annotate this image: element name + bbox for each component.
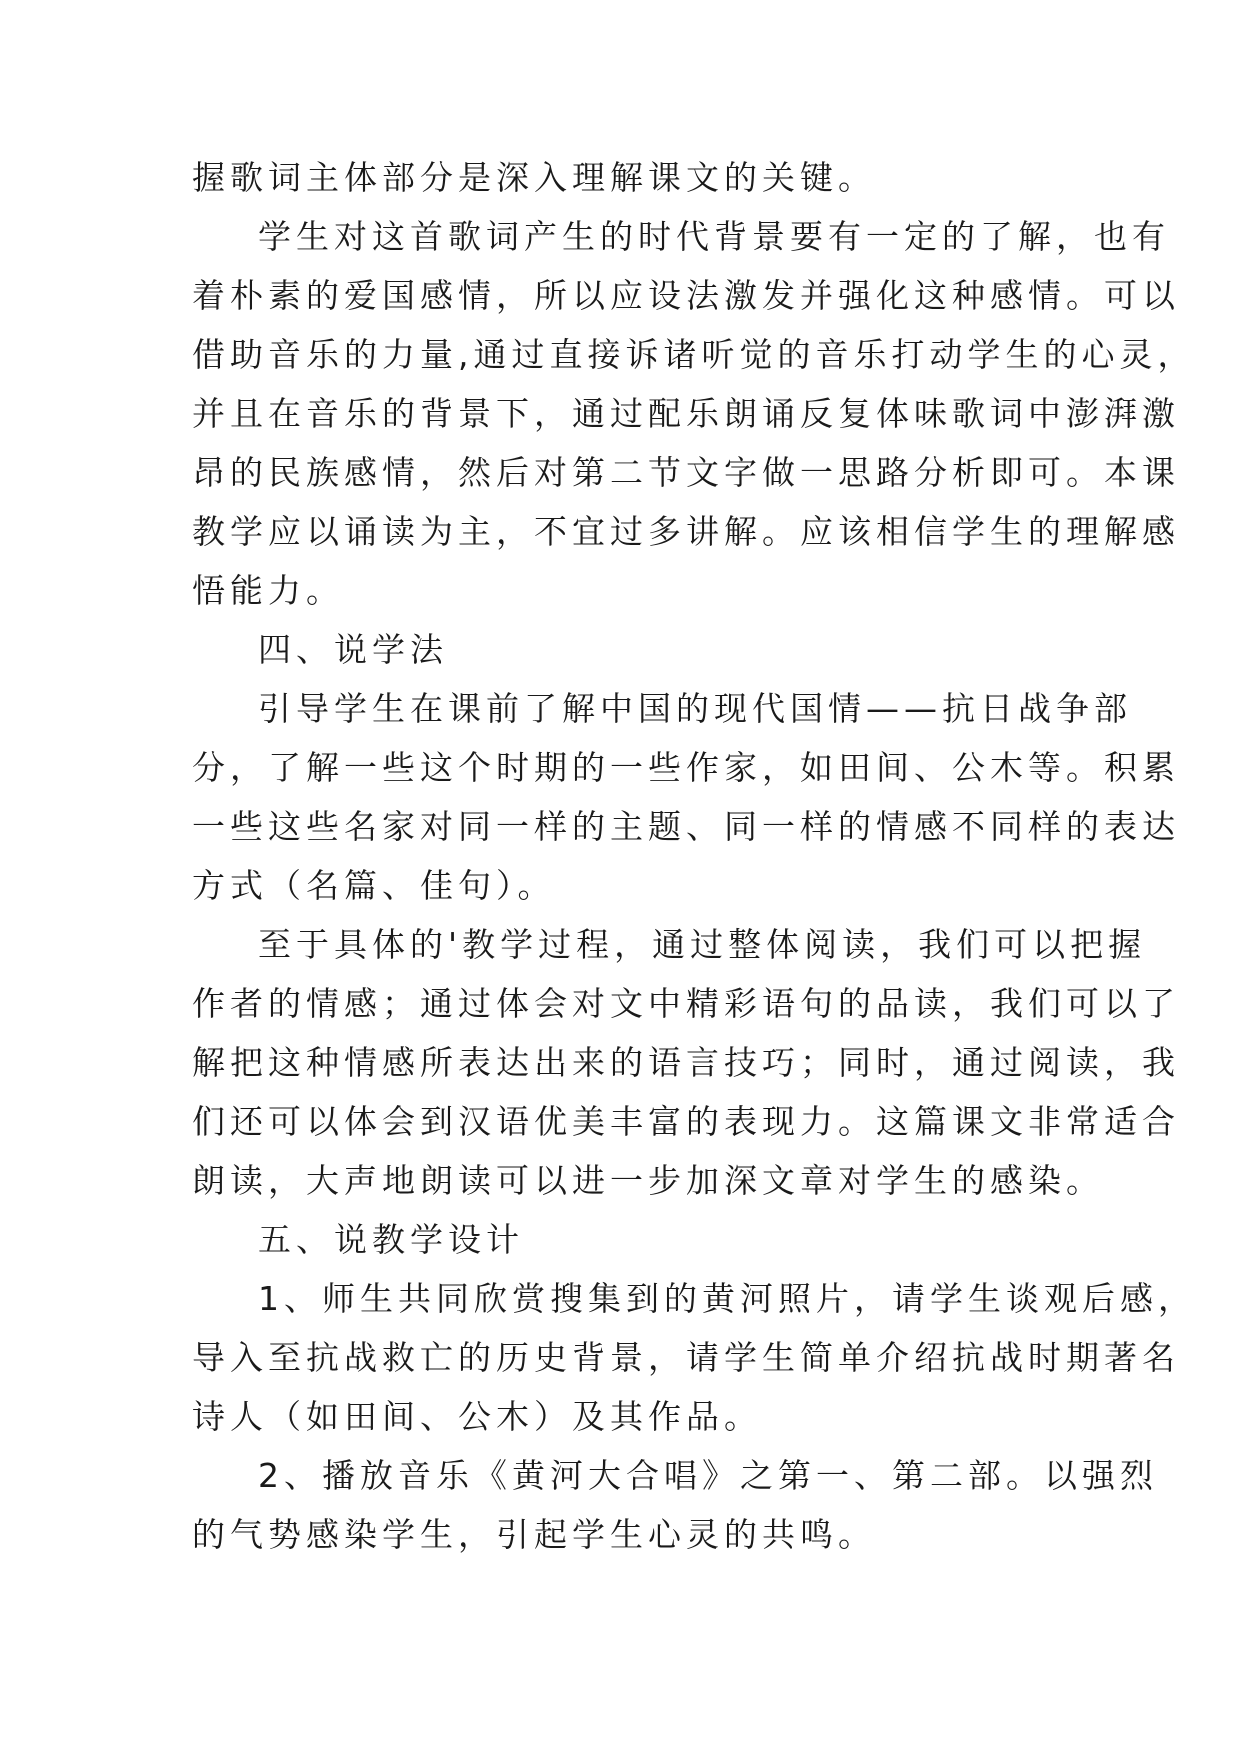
paragraph <box>192 679 1180 915</box>
text-line: 导入至抗战救亡的历史背景，请学生简单介绍抗战时期著名 <box>192 1338 1180 1377</box>
text-line: 解把这种情感所表达出来的语言技巧；同时，通过阅读，我 <box>192 1043 1180 1082</box>
paragraph <box>192 1446 1158 1564</box>
text-line: 1、师生共同欣赏搜集到的黄河照片，请学生谈观后感， <box>258 1279 1196 1318</box>
text-line: 学生对这首歌词产生的时代背景要有一定的了解，也有 <box>258 217 1170 256</box>
text-line: 诗人（如田间、公木）及其作品。 <box>192 1397 762 1436</box>
text-line: 朗读，大声地朗读可以进一步加深文章对学生的感染。 <box>192 1161 1104 1200</box>
text-line: 分，了解一些这个时期的一些作家，如田间、公木等。积累 <box>192 748 1180 787</box>
paragraph <box>192 148 1052 207</box>
document-body <box>192 148 1196 1564</box>
text-line: 着朴素的爱国感情，所以应设法激发并强化这种感情。可以 <box>192 276 1180 315</box>
text-line: 至于具体的'教学过程，通过整体阅读，我们可以把握 <box>258 925 1147 964</box>
text-line: 方式（名篇、佳句）。 <box>192 866 556 905</box>
text-line: 并且在音乐的背景下，通过配乐朗诵反复体味歌词中澎湃激 <box>192 394 1180 433</box>
paragraph <box>192 207 1196 620</box>
text-line: 引导学生在课前了解中国的现代国情——抗日战争部 <box>258 689 1132 728</box>
paragraph <box>192 1269 1196 1446</box>
text-line: 借助音乐的力量,通过直接诉诸听觉的音乐打动学生的心灵， <box>192 335 1196 374</box>
paragraph <box>192 915 1180 1210</box>
text-line: 一些这些名家对同一样的主题、同一样的情感不同样的表达 <box>192 807 1180 846</box>
text-line: 教学应以诵读为主，不宜过多讲解。应该相信学生的理解感 <box>192 512 1180 551</box>
text-line: 作者的情感；通过体会对文中精彩语句的品读，我们可以了 <box>192 984 1180 1023</box>
text-line: 握歌词主体部分是深入理解课文的关键。 <box>192 158 876 197</box>
text-line: 四、说学法 <box>258 630 448 669</box>
paragraph <box>192 620 1052 679</box>
paragraph <box>192 1210 1052 1269</box>
text-line: 们还可以体会到汉语优美丰富的表现力。这篇课文非常适合 <box>192 1102 1180 1141</box>
text-line: 五、说教学设计 <box>258 1220 524 1259</box>
text-line: 悟能力。 <box>192 571 344 610</box>
text-line: 的气势感染学生，引起学生心灵的共鸣。 <box>192 1515 876 1554</box>
text-line: 2、播放音乐《黄河大合唱》之第一、第二部。以强烈 <box>258 1456 1158 1495</box>
text-line: 昂的民族感情，然后对第二节文字做一思路分析即可。本课 <box>192 453 1180 492</box>
